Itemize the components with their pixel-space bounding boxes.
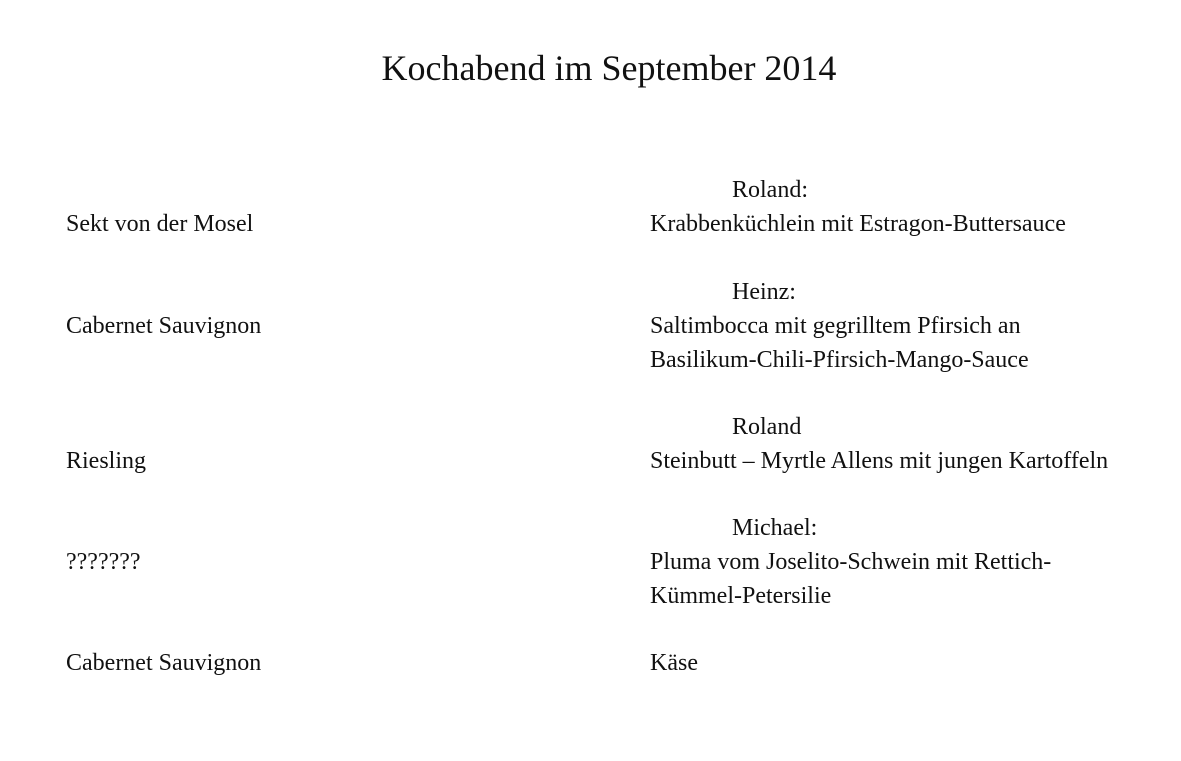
course-3-wine: Riesling [66, 448, 147, 474]
course-4-cook: Michael: [732, 515, 818, 541]
course-2-wine: Cabernet Sauvignon [66, 313, 262, 339]
course-4-wine: ??????? [66, 549, 141, 575]
course-4-dish-line-2: Kümmel-Petersilie [650, 583, 832, 609]
course-4-dish-line-1: Pluma vom Joselito-Schwein mit Rettich- [650, 549, 1052, 575]
page-title: Kochabend im September 2014 [381, 48, 837, 88]
course-5-dish-line-1: Käse [650, 650, 698, 676]
course-3-cook: Roland [732, 414, 802, 440]
course-3-dish-line-1: Steinbutt – Myrtle Allens mit jungen Kartoffeln [650, 448, 1109, 474]
course-1-cook: Roland: [732, 177, 808, 203]
course-2-dish-line-1: Saltimbocca mit gegrilltem Pfirsich an [650, 313, 1021, 339]
course-1-wine: Sekt von der Mosel [66, 211, 254, 237]
course-2-cook: Heinz: [732, 279, 796, 305]
course-1-dish-line-1: Krabbenküchlein mit Estragon-Buttersauce [650, 211, 1066, 237]
course-2-dish-line-2: Basilikum-Chili-Pfirsich-Mango-Sauce [650, 347, 1029, 373]
course-5-wine: Cabernet Sauvignon [66, 650, 262, 676]
